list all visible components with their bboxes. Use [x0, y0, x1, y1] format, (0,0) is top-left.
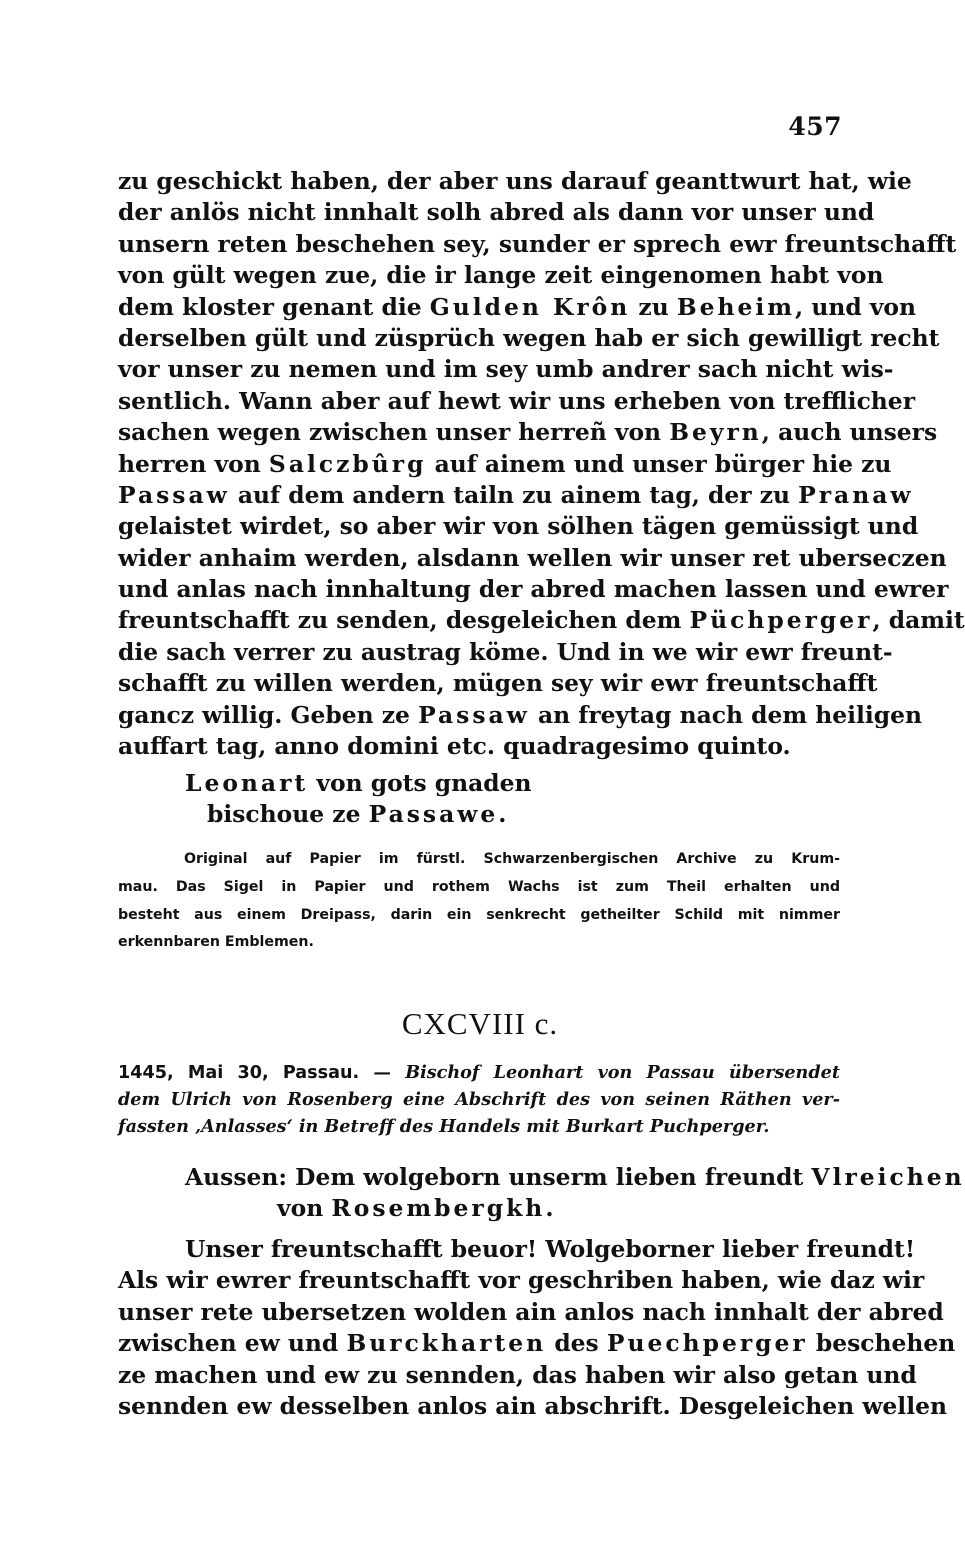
text-line: der anlös nicht innhalt solh abred als dann vor unser und [118, 198, 875, 227]
text-line: zu geschickt haben, der aber uns darauf geanttwurt hat, wie [118, 167, 912, 195]
spaced-name: Beyrn [669, 418, 762, 447]
spaced-name: Leonart [185, 769, 309, 797]
spaced-name: Pranaw [798, 480, 914, 509]
note-line: besteht aus einem Dreipass, darin ein senkrecht getheilter Schild mit nimmer [118, 906, 840, 923]
regest-line: fassten ‚Anlasses‘ in Betreff des Handels mit Burkart Puchperger. [118, 1115, 770, 1137]
page-number: 457 [788, 112, 842, 141]
spaced-name: Püchperger [689, 606, 873, 635]
text-line: derselben gült und züsprüch wegen hab er sich gewilligt recht [118, 323, 940, 352]
text-line: auffart tag, anno domini etc. quadragesimo quinto. [118, 732, 791, 761]
section-heading: CXCVIII c. [401, 1006, 559, 1041]
spaced-name: Beheim [676, 292, 796, 321]
text-line: wider anhaim werden, alsdann wellen wir unser ret uberseczen [118, 543, 947, 572]
text-line: gelaistet wirdet, so aber wir von sölhen tägen gemüssigt und [118, 512, 919, 541]
text-line: die sach verrer zu austrag köme. Und in we wir ewr freunt- [118, 637, 893, 666]
regest-line: dem Ulrich von Rosenberg eine Abschrift des von seinen Räthen ver- [118, 1088, 840, 1110]
spaced-name: Puechperger [606, 1329, 808, 1358]
text-line: herren von Salczbûrg auf ainem und unser bürger hie zu [118, 449, 892, 478]
note-line: mau. Das Sigel in Papier und rothem Wachs ist zum Theil erhalten und [118, 878, 840, 895]
text-line: dem kloster genant die Gulden Krôn zu Beheim, und von [118, 292, 917, 321]
text-line: sachen wegen zwischen unser herreñ von Beyrn, auch unsers [118, 418, 938, 447]
regest-text: — Bischof Leonhart von Passau übersendet [359, 1062, 840, 1083]
text-line: zwischen ew und Burckharten des Puechperger beschehen [118, 1329, 956, 1358]
text-line: von gült wegen zue, die ir lange zeit eingenomen habt von [118, 261, 884, 290]
text-line: sennden ew desselben anlos ain abschrift. Desgeleichen wellen [118, 1391, 947, 1420]
text-line: unsern reten beschehen sey, sunder er sprech ewr freuntschafft [118, 229, 957, 258]
text-line: ze machen und ew zu sennden, das haben wir also getan und [118, 1360, 917, 1389]
spaced-name: Gulden Krôn [429, 292, 631, 321]
text-line: gancz willig. Geben ze Passaw an freytag nach dem heiligen [118, 700, 923, 729]
address-line: Aussen: Dem wolgeborn unserm lieben freundt Vlreichen [185, 1163, 965, 1191]
signature-line: bischoue ze Passawe. [207, 800, 507, 829]
regest-summary [118, 1060, 840, 1140]
regest-line [118, 1060, 840, 1087]
spaced-name: Vlreichen [811, 1163, 965, 1191]
letter-body-text [118, 166, 965, 762]
address-line: von Rosembergkh. [277, 1194, 554, 1223]
text-line: schafft zu willen werden, mügen sey wir ewr freuntschafft [118, 669, 878, 698]
text-line: freuntschafft zu senden, desgeleichen dem Püchperger, damit [118, 606, 965, 635]
signature-block [185, 768, 532, 831]
text-line: sentlich. Wann aber auf hewt wir uns erheben von trefflicher [118, 386, 916, 415]
spaced-name: Passaw [418, 700, 530, 729]
text-line: Als wir ewrer freuntschafft vor geschriben haben, wie daz wir [118, 1266, 925, 1295]
text-line: vor unser zu nemen und im sey umb andrer sach nicht wis- [118, 355, 894, 384]
text-line: unser rete ubersetzen wolden ain anlos nach innhalt der abred [118, 1297, 944, 1326]
second-letter-text [118, 1234, 956, 1422]
address-block [185, 1162, 965, 1225]
text-line: und anlas nach innhaltung der abred machen lassen und ewrer [118, 575, 949, 604]
spaced-name: Rosembergkh [331, 1194, 546, 1223]
note-line: erkennbaren Emblemen. [118, 934, 314, 951]
archival-note [118, 846, 840, 957]
spaced-name: Salczbûrg [268, 449, 427, 478]
spaced-name: Passaw [118, 480, 230, 509]
signature-line: Leonart von gots gnaden [185, 769, 532, 797]
note-line: Original auf Papier im fürstl. Schwarzenbergischen Archive zu Krum- [184, 851, 840, 867]
text-line: Unser freuntschafft beuor! Wolgeborner lieber freundt! [185, 1235, 916, 1263]
regest-date: 1445, Mai 30, Passau. [118, 1063, 360, 1083]
text-line: Passaw auf dem andern tailn zu ainem tag, der zu Pranaw [118, 480, 914, 509]
spaced-name: Passawe [368, 800, 499, 829]
spaced-name: Burckharten [346, 1329, 547, 1358]
